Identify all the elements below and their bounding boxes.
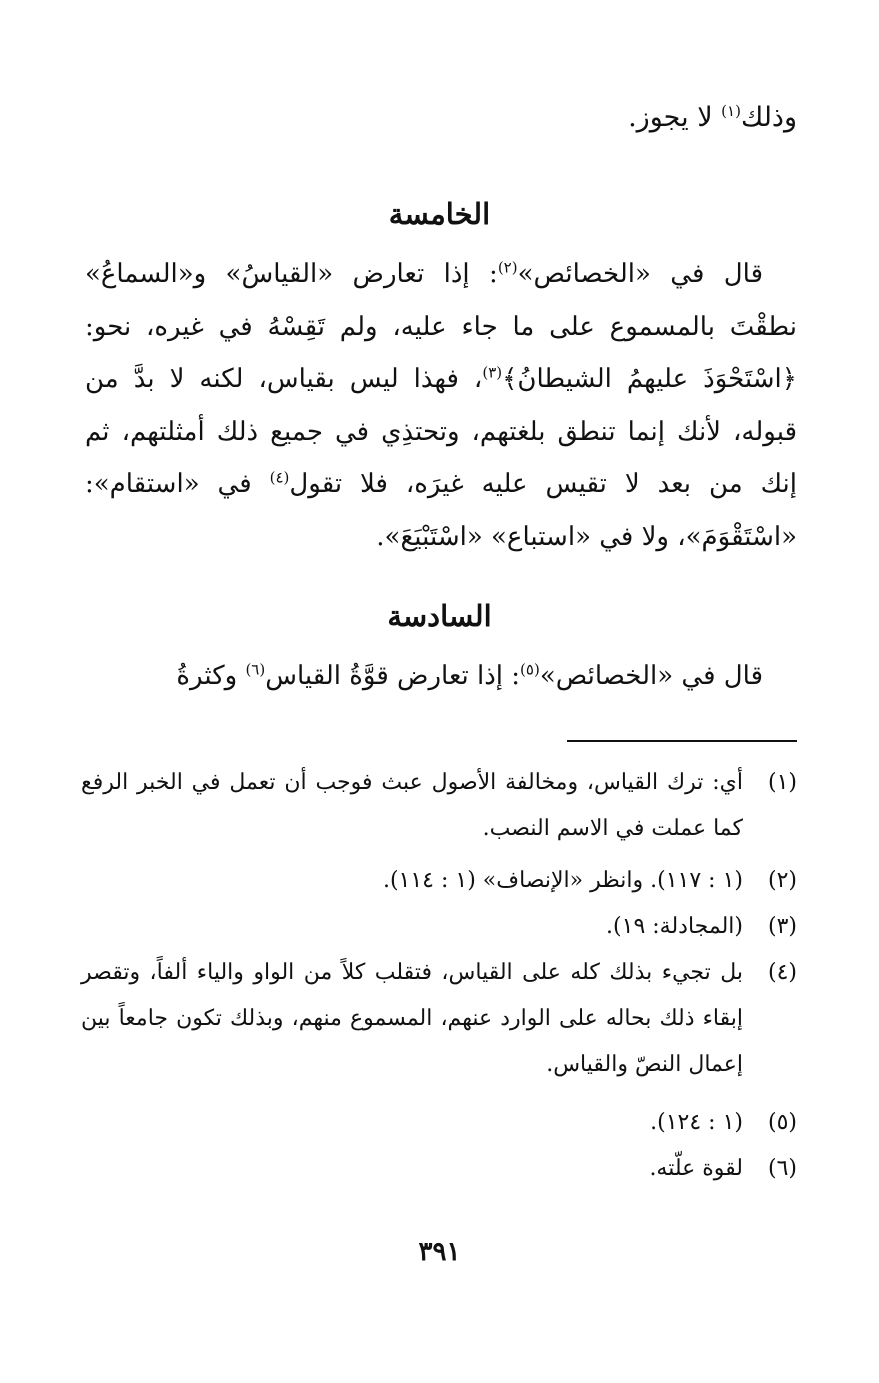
section-fifth-text-3: ، فهذا ليس بقياس، لكنه لا بدَّ من قبوله، لأنك إنما تنطق بلغتهم، وتحتذِي في جميع ذلك أمثلتهم، ثم إنك من بعد لا تقيس عليه غيرَه، فلا تقول bbox=[85, 364, 797, 500]
footnote-item bbox=[81, 760, 797, 852]
footnote-number: (٣) bbox=[767, 914, 797, 939]
section-fifth-paragraph bbox=[85, 248, 797, 564]
footnote-item bbox=[81, 1146, 797, 1192]
section-fifth-text-4: في «استقام»: «اسْتَقْوَمَ»، ولا في «استباع» «اسْتَبْيَعَ». bbox=[85, 469, 797, 552]
intro-line bbox=[85, 96, 797, 140]
footnote-text: أي: ترك القياس، ومخالفة الأصول عبث فوجب أن تعمل في الخبر الرفع كما عملت في الاسم النصب. bbox=[81, 770, 743, 841]
footnote-item bbox=[81, 1100, 797, 1146]
section-sixth-text-3: وكثرةُ bbox=[176, 661, 246, 691]
footnote-ref-1[interactable]: (١) bbox=[721, 102, 741, 120]
section-sixth-paragraph bbox=[85, 650, 797, 702]
page-number: ٣٩١ bbox=[418, 1237, 461, 1267]
section-fifth-text-1: قال في «الخصائص» bbox=[517, 259, 763, 289]
footnote-text: (المجادلة: ١٩). bbox=[606, 914, 743, 939]
footnote-text: لقوة علّته. bbox=[649, 1156, 743, 1181]
footnote-number: (١) bbox=[767, 770, 797, 795]
footnote-item bbox=[81, 950, 797, 1088]
section-heading-sixth: السادسة bbox=[387, 599, 492, 633]
footnote-ref-4[interactable]: (٤) bbox=[269, 468, 290, 487]
footnote-text: بل تجيء بذلك كله على القياس، فتقلب كلاً من الواو والياء ألفاً، وتقصر إبقاء ذلك بحاله على الوارد عنهم، المسموع منهم، وبذلك تكون جامعاً بين إعمال النصّ والقياس. bbox=[81, 960, 743, 1077]
footnote-number: (٦) bbox=[767, 1156, 797, 1181]
footnote-ref-5[interactable]: (٥) bbox=[520, 660, 540, 679]
footnote-number: (٤) bbox=[767, 960, 797, 985]
footnote-ref-6[interactable]: (٦) bbox=[245, 660, 266, 679]
footnote-text: (١ : ١١٧). وانظر «الإنصاف» (١ : ١١٤). bbox=[382, 868, 743, 893]
footnote-number: (٢) bbox=[767, 868, 797, 893]
footnote-item bbox=[81, 904, 797, 950]
footnote-number: (٥) bbox=[767, 1110, 797, 1135]
footnote-ref-2[interactable]: (٢) bbox=[497, 258, 518, 277]
footnote-separator bbox=[567, 740, 797, 742]
section-heading-fifth: الخامسة bbox=[388, 197, 491, 231]
footnotes bbox=[81, 760, 797, 1192]
footnote-item bbox=[81, 858, 797, 904]
intro-text-after: لا يجوز. bbox=[628, 102, 722, 133]
section-sixth-text-1: قال في «الخصائص» bbox=[539, 661, 763, 691]
intro-text-before: وذلك bbox=[740, 102, 797, 133]
section-fifth-text-2: : إذا تعارض «القياسُ» و«السماعُ» نطقْتَ بالمسموع على ما جاء عليه، ولم تَقِسْهُ في غيره، نحو: ﴿اسْتَحْوَذَ عليهمُ الشيطانُ﴾ bbox=[85, 259, 797, 395]
footnote-ref-3[interactable]: (٣) bbox=[482, 363, 503, 382]
section-sixth-text-2: : إذا تعارض قوَّةُ القياس bbox=[265, 661, 521, 691]
footnote-text: (١ : ١٢٤). bbox=[650, 1110, 743, 1135]
